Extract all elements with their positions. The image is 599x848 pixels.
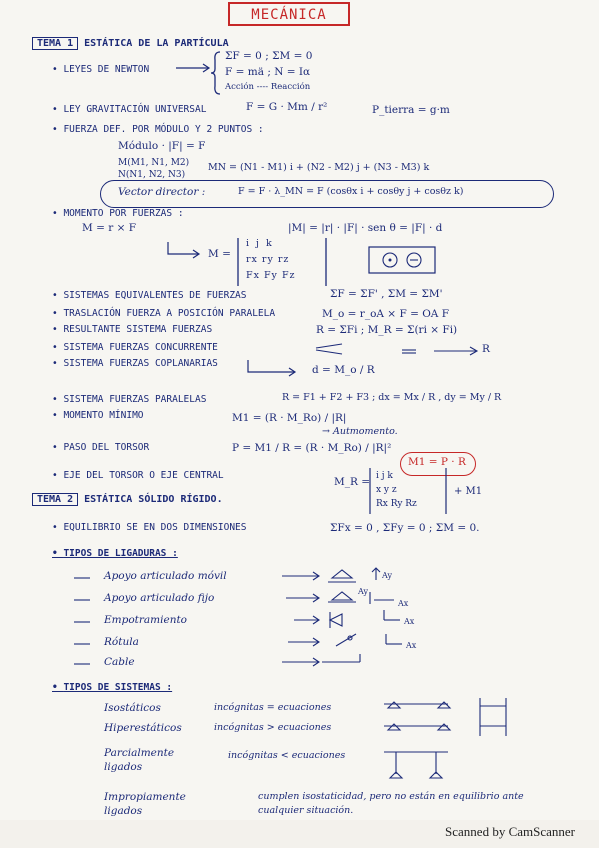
rotation-symbols-icon — [368, 246, 438, 276]
svg-text:Ax: Ax — [398, 599, 409, 608]
concurrente-eq: R — [482, 343, 490, 355]
eje-torsor-red-eq: M1 = P · R — [408, 456, 466, 468]
resultante-eq: R = ΣFi ; M_R = Σ(ri × Fi) — [316, 324, 458, 336]
svg-text:Ay: Ay — [382, 571, 392, 580]
punto-m: M(M1, N1, M2) — [118, 158, 190, 168]
return-arrow-icon — [164, 240, 204, 264]
momento-min-eq: M1 = (R · M_Ro) / |R| — [232, 412, 347, 424]
svg-text:Ax: Ax — [404, 617, 415, 626]
scan-footer: Scanned by CamScanner — [445, 824, 575, 839]
brace-icon — [210, 50, 222, 96]
momento-min-label: • MOMENTO MÍNIMO — [52, 410, 144, 421]
tema2-heading — [32, 494, 223, 505]
matrix-row3: Fx Fy Fz — [246, 270, 296, 281]
paso-torsor-label: • PASO DEL TORSOR — [52, 442, 149, 453]
sistema-name-3: Impropiamente ligados — [104, 791, 186, 817]
ligadura-item-1: Apoyo articulado fijo — [104, 592, 215, 604]
sist-equiv-label: • SISTEMAS EQUIVALENTES DE FUERZAS — [52, 290, 246, 301]
paralelas-eq: R = F1 + F2 + F3 ; dx = Mx / R , dy = My / R — [282, 392, 502, 403]
ligadura-item-3: Rótula — [104, 636, 139, 648]
fuerza-modulo: Módulo · |F| = F — [118, 140, 206, 152]
equilibrio-eq: ΣFx = 0 , ΣFy = 0 ; ΣM = 0. — [330, 522, 480, 534]
tema1-title: ESTÁTICA DE LA PARTÍCULA — [84, 38, 229, 49]
ligadura-item-2: Empotramiento — [104, 614, 187, 626]
matrix-row2: rx ry rz — [246, 254, 290, 265]
concurrente-label: • SISTEMA FUERZAS CONCURRENTE — [52, 342, 218, 353]
svg-text:Ay: Ay — [358, 587, 368, 596]
director-eq: F = F · λ_MN = F (cosθx i + cosθy j + cosθz k) — [238, 186, 464, 197]
sistema-desc-3: cumplen isostaticidad, pero no están en equilibrio ante cualquier situación. — [258, 791, 524, 816]
vector-mn-eq: MN = (N1 - M1) i + (N2 - M2) j + (N3 - M3) k — [208, 162, 430, 173]
tema1-heading — [32, 38, 229, 49]
svg-text:x y z: x y z — [376, 485, 397, 495]
coplanares-label: • SISTEMA FUERZAS COPLANARIAS — [52, 358, 218, 369]
eje-torsor-eq: M_R = — [334, 476, 371, 488]
punto-n: N(N1, N2, N3) — [118, 170, 186, 180]
page-title: MECÁNICA — [228, 2, 350, 26]
leyes-newton-label: • LEYES DE NEWTON — [52, 64, 149, 75]
eje-determinant — [368, 466, 488, 516]
fuerza-def-label: • FUERZA DEF. POR MÓDULO Y 2 PUNTOS : — [52, 124, 264, 135]
director-label: Vector director : — [118, 186, 206, 198]
coplanares-eq: d = M_o / R — [312, 364, 375, 376]
momento-label: • MOMENTO POR FUERZAS : — [52, 208, 184, 219]
sistema-desc-0: incógnitas = ecuaciones — [214, 702, 332, 713]
concurrent-arrows-icon — [312, 340, 492, 360]
newton-eq1: ΣF = 0 ; ΣM = 0 — [225, 50, 313, 62]
momento-eq1: M = r × F — [82, 222, 137, 234]
sistema-name-2: Parcialmente ligados — [104, 747, 175, 773]
momento-min-note: → Autmomento. — [322, 426, 398, 437]
bend-arrow-icon — [244, 358, 304, 380]
ligaduras-sketch — [60, 566, 540, 676]
ligadura-item-4: Cable — [104, 656, 135, 668]
traslacion-label: • TRASLACIÓN FUERZA A POSICIÓN PARALELA — [52, 308, 275, 319]
sistema-name-1: Hiperestáticos — [104, 722, 182, 734]
ley-grav-eq: F = G · Mm / r² — [246, 101, 328, 113]
momento-m-symbol: M = — [208, 248, 231, 260]
sistemas-sketch — [376, 696, 536, 786]
newton-eq3: Acción ---- Reacción — [225, 82, 311, 92]
svg-text:Ax: Ax — [406, 641, 417, 650]
newton-eq2: F = mä ; N = Iα — [225, 66, 311, 78]
ley-grav-label: • LEY GRAVITACIÓN UNIVERSAL — [52, 104, 206, 115]
equilibrio-label: • EQUILIBRIO SE EN DOS DIMENSIONES — [52, 522, 246, 533]
arrow-icon — [174, 62, 214, 74]
svg-text:i j k: i j k — [376, 471, 393, 481]
sist-equiv-eq: ΣF = ΣF' , ΣM = ΣM' — [330, 288, 443, 300]
matrix-row1: i j k — [246, 238, 274, 249]
svg-text:Rx Ry Rz: Rx Ry Rz — [376, 499, 417, 509]
ley-grav-peso: P_tierra = g·m — [372, 104, 450, 116]
traslacion-eq: M_o = r_oA × F = OA F — [322, 308, 450, 320]
sistema-desc-1: incógnitas > ecuaciones — [214, 722, 332, 733]
tema1-tag: TEMA 1 — [32, 37, 78, 50]
eje-torsor-label: • EJE DEL TORSOR O EJE CENTRAL — [52, 470, 224, 481]
svg-text:+ M1: + M1 — [454, 486, 483, 497]
tema2-title: ESTÁTICA SÓLIDO RÍGIDO. — [84, 494, 223, 505]
sistema-desc-2: incógnitas < ecuaciones — [228, 750, 346, 761]
tema2-tag: TEMA 2 — [32, 493, 78, 506]
momento-eq2: |M| = |r| · |F| · sen θ = |F| · d — [288, 222, 443, 234]
sistema-name-0: Isostáticos — [104, 702, 161, 714]
paso-torsor-eq: P = M1 / R = (R · M_Ro) / |R|² — [232, 442, 392, 454]
paralelas-label: • SISTEMA FUERZAS PARALELAS — [52, 394, 206, 405]
ligadura-item-0: Apoyo articulado móvil — [104, 570, 227, 582]
resultante-label: • RESULTANTE SISTEMA FUERZAS — [52, 324, 212, 335]
sistemas-label: • TIPOS DE SISTEMAS : — [52, 682, 172, 693]
ligaduras-label: • TIPOS DE LIGADURAS : — [52, 548, 178, 559]
